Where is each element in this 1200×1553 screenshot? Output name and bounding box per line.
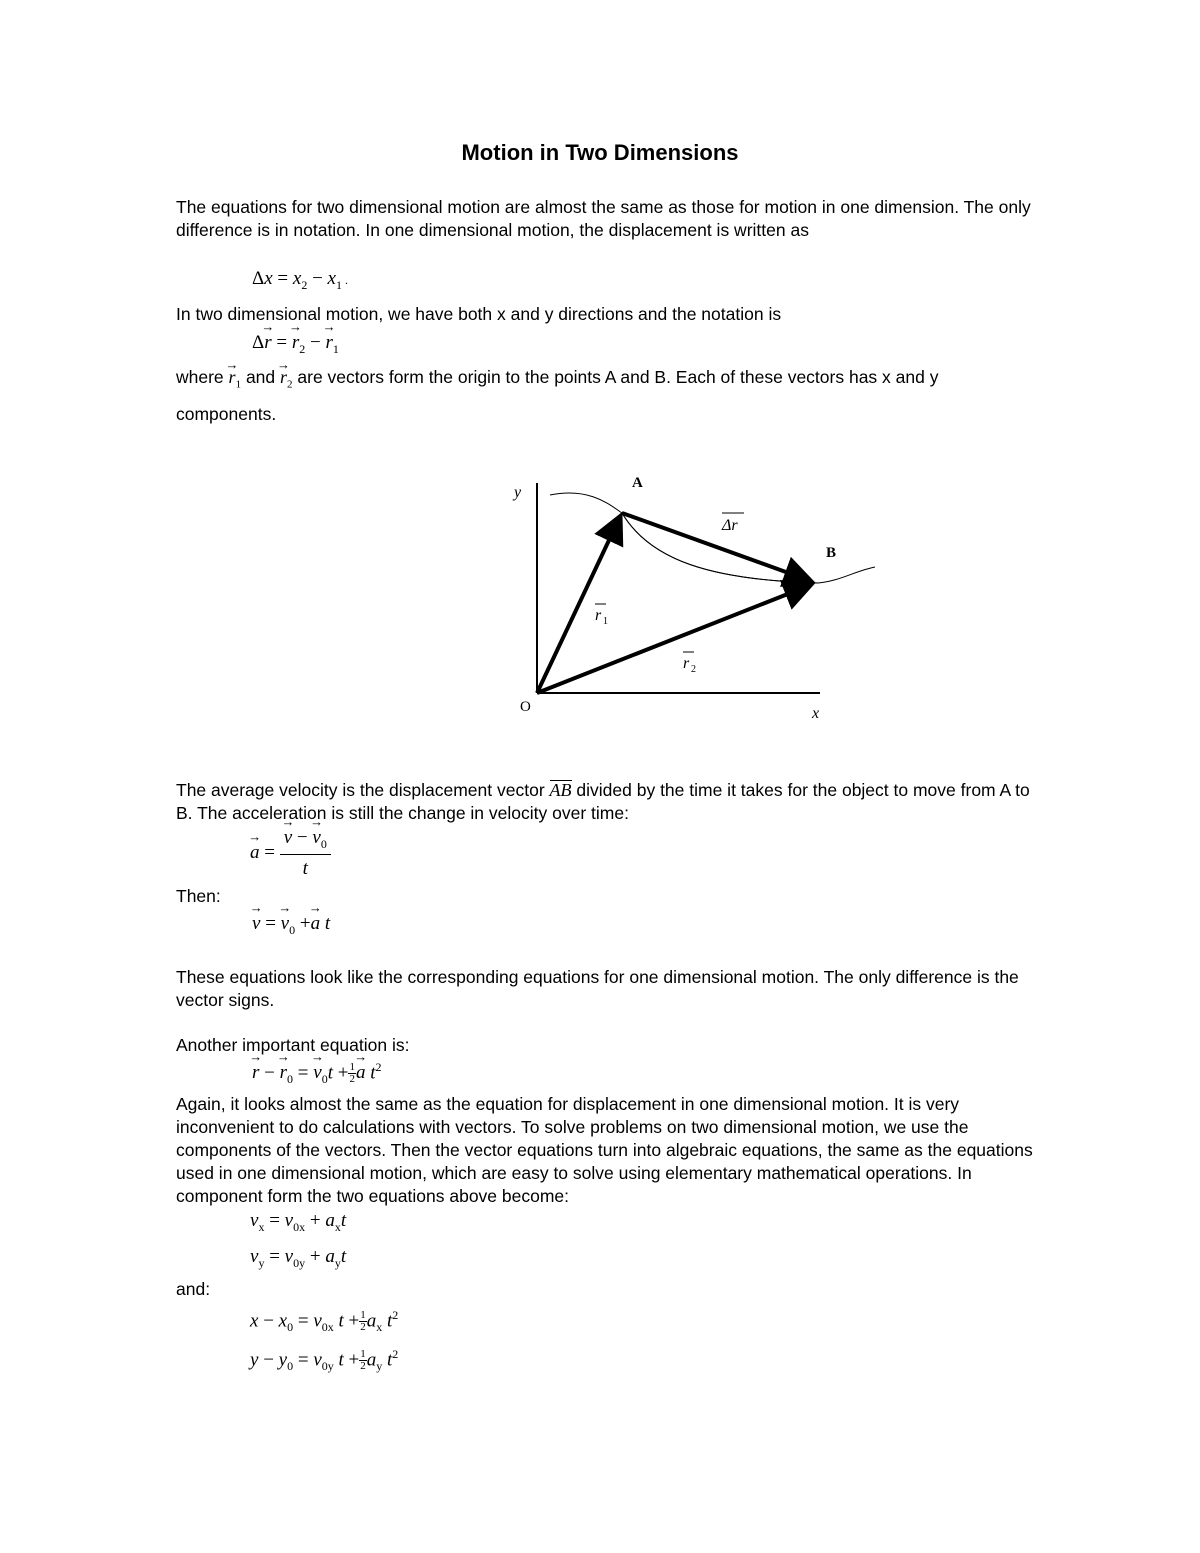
equation-vy: $v_y = v_{0y} + a_yt$: [250, 1246, 347, 1270]
delta-r-label: Δr: [722, 517, 738, 534]
equation-displacement-1d: $\Delta x = x_2 - x_1$ .: [252, 268, 348, 292]
then-text: Then:: [176, 886, 221, 906]
equation-position: → r − → $r_0$ = → $v_0t$ + $\frac{1}{2}$ → a $t^2$: [252, 1060, 381, 1087]
r2-vector: [537, 586, 808, 693]
two-dim-paragraph: [176, 303, 1036, 326]
x-axis-label: x: [812, 705, 820, 722]
these-paragraph: [176, 966, 1036, 1012]
again-paragraph: [176, 1093, 1036, 1208]
r1-label: r: [595, 607, 602, 624]
r2-label: r: [683, 655, 690, 672]
where-pre-text: where: [176, 367, 224, 387]
equation-vx: $v_x = v_{0x} + a_xt$: [250, 1210, 347, 1234]
equation-y: $y - y_0 = v_{0y}$ t + $\frac{1}{2}$ $a_y$ $t^2$: [250, 1347, 399, 1374]
these-text: These equations look like the corresponding equations for one dimensional motion. The only difference is the vector signs.: [176, 967, 1019, 1010]
another-paragraph: [176, 1034, 1036, 1057]
displacement-diagram: [500, 465, 900, 730]
trajectory-curve: [550, 493, 875, 583]
where-post-text: are vectors form the origin to the points A and B. Each of these vectors has x and y components.: [176, 367, 939, 424]
avg-post-text: divided by the time it takes for the object to move from A to B. The acceleration is still the change in velocity over time:: [176, 780, 1030, 823]
intro-text: The equations for two dimensional motion are almost the same as those for motion in one dimension. The only difference is in notation. In one dimensional motion, the displacement is written as: [176, 197, 1031, 240]
and-text: and:: [176, 1279, 211, 1299]
and-paragraph: [176, 1278, 1036, 1301]
equation-acceleration: → a = → $\frac{v - \to v_0}{t}$: [250, 827, 331, 880]
r2-inline: → $r_2$: [280, 367, 293, 387]
ab-vector: AB: [549, 780, 572, 800]
avg-pre-text: The average velocity is the displacement vector: [176, 780, 545, 800]
where-and-text: and: [245, 367, 276, 387]
r1-inline: → $r_1$: [229, 367, 242, 387]
point-a-label: A: [632, 475, 643, 491]
page-title: Motion in Two Dimensions: [461, 140, 739, 165]
then-paragraph: [176, 885, 1036, 908]
r2-sub: 2: [691, 664, 696, 675]
equation-displacement-2d: Δ→ r = → $r_2$ − → $r_1$: [252, 332, 339, 357]
point-b-label: B: [826, 545, 837, 561]
where-paragraph: [176, 363, 1036, 429]
avg-velocity-paragraph: [176, 779, 1036, 825]
delta-r-vector: [622, 513, 808, 580]
origin-label: O: [520, 699, 531, 715]
equation-velocity: → v = → $v_0 +\to a$ t: [252, 913, 330, 938]
another-text: Another important equation is:: [176, 1035, 410, 1055]
y-axis-label: y: [514, 484, 522, 501]
again-text: Again, it looks almost the same as the equation for displacement in one dimensional motion. It is very inconvenient to do calculations with vectors. To solve problems on two dimensional motion, we use the components of the vectors. Then the vector equations turn into algebraic equations, the same as the equations used in one dimensional motion, which are easy to solve using elementary mathematical operations. In component form the two equations above become:: [176, 1094, 1033, 1206]
intro-paragraph: [176, 196, 1036, 242]
two-dim-text: In two dimensional motion, we have both x and y directions and the notation is: [176, 304, 782, 324]
equation-x: $x - x_0 = v_{0x}$ t + $\frac{1}{2}$ $a_x$ $t^2$: [250, 1308, 399, 1335]
r1-sub: 1: [603, 616, 608, 627]
